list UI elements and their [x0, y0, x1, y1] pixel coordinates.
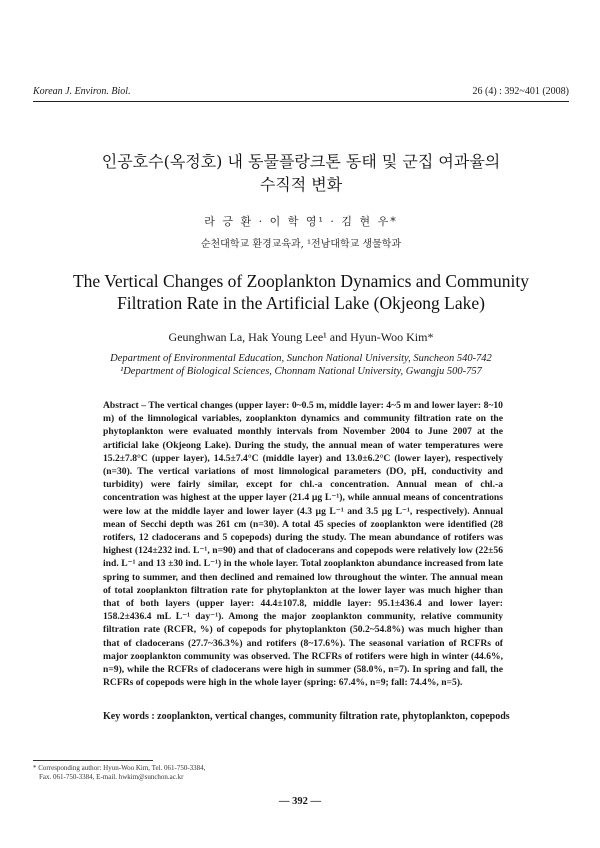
page-number: — 392 —: [279, 796, 321, 807]
korean-affiliation: 순천대학교 환경교육과, ¹전남대학교 생물학과: [200, 239, 402, 250]
journal-name: Korean J. Environ. Biol.: [33, 86, 131, 97]
journal-citation: 26 (4) : 392~401 (2008): [472, 86, 569, 97]
abstract: [103, 399, 503, 689]
footnote-line1: * Corresponding author: Hyun-Woo Kim, Tel. 061-750-3384,: [33, 764, 206, 772]
korean-title: [60, 150, 542, 196]
korean-title-line2: 수직적 변화: [259, 175, 343, 194]
affiliation-2: ¹Department of Biological Sciences, Chonnam National University, Gwangju 500-757: [120, 366, 482, 377]
english-authors: Geunghwan La, Hak Young Lee¹ and Hyun-Woo Kim*: [168, 330, 434, 344]
running-header: [33, 86, 569, 102]
english-title-line1: The Vertical Changes of Zooplankton Dynamics and Community: [72, 271, 530, 291]
english-affiliations: [40, 352, 562, 378]
abstract-label: Abstract: [103, 400, 139, 411]
abstract-text: The vertical changes (upper layer: 0~0.5 m, middle layer: 4~5 m and lower layer: 8~10 m) of the limnological variables, zooplankton dynamics and community filtration rate on the phytoplankton were evaluated monthly intervals from November 2004 to June 2007 at the artificial lake (Okjeong Lake). During the study, the annual mean of water temperatures were 15.2±7.8°C (upper layer), 14.5±7.4°C (middle layer) and 13.0±6.2°C (lower layer), respectively (n=30). The vertical variations of most limnological parameters (DO, pH, conductivity and turbidity) were fairly similar, except for chl.-a concentration. Annual mean of chl.-a concentration was highest at the upper layer (21.4 µg L⁻¹), while annual means of concentrations were low at the middle layer and lower layer (4.3 µg L⁻¹ and 3.5 µg L⁻¹, respectively). Annual mean of Secchi depth was 261 cm (n=30). A total 45 species of zooplankton were identified (28 rotifers, 12 cladocerans and 5 copepods) during the study. The mean abundance of rotifers was highest (124±232 ind. L⁻¹, n=90) and that of cladocerans and copepods were relatively low (22±56 ind. L⁻¹ and 13 ±30 ind. L⁻¹) in the whole layer. Total zooplankton abundance increased from late spring to summer, and then declined and remained low throughout the winter. The annual mean of total zooplankton filtration rate for phytoplankton at the lower layer was much higher than that of both layers (upper layer: 44.4±107.8, middle layer: 95.1±436.4 and lower layer: 158.2±436.4 mL L⁻¹ day⁻¹). Among the major zooplankton community, relative community filtration rate (RCFR, %) of copepods for phytoplankton (50.2~54.8%) was much higher than that of cladocerans (27.7~36.3%) and rotifers (8~17.6%). The seasonal variation of RCFRs of major zooplankton community was observed. The RCFRs of rotifers were high in winter (44.6%, n=9), while the RCFRs of cladocerans were high in summer (58.0%, n=7). In spring and fall, the RCFRs of copepods were high in the whole layer (spring: 67.4%, n=9; fall: 74.4%, n=5).: [103, 400, 503, 689]
english-title-line2: Filtration Rate in the Artificial Lake (Okjeong Lake): [117, 293, 485, 313]
affiliation-1: Department of Environmental Education, Sunchon National University, Suncheon 540-742: [110, 353, 492, 364]
header-rule: [33, 101, 569, 102]
keywords: Key words : zooplankton, vertical changes, community filtration rate, phytoplankton, copepods: [103, 711, 510, 722]
footnote-rule: [33, 760, 153, 761]
abstract-dash: –: [141, 400, 149, 411]
korean-title-line1: 인공호수(옥정호) 내 동물플랑크톤 동태 및 군집 여과율의: [101, 152, 501, 171]
korean-authors: 라 긍 환 · 이 학 영¹ · 김 현 우*: [204, 215, 398, 228]
footnote-line2: Fax. 061-750-3384, E-mail. hwkim@sunchon.ac.kr: [39, 773, 184, 781]
corresponding-author-footnote: [33, 764, 433, 782]
english-title: [40, 270, 562, 314]
